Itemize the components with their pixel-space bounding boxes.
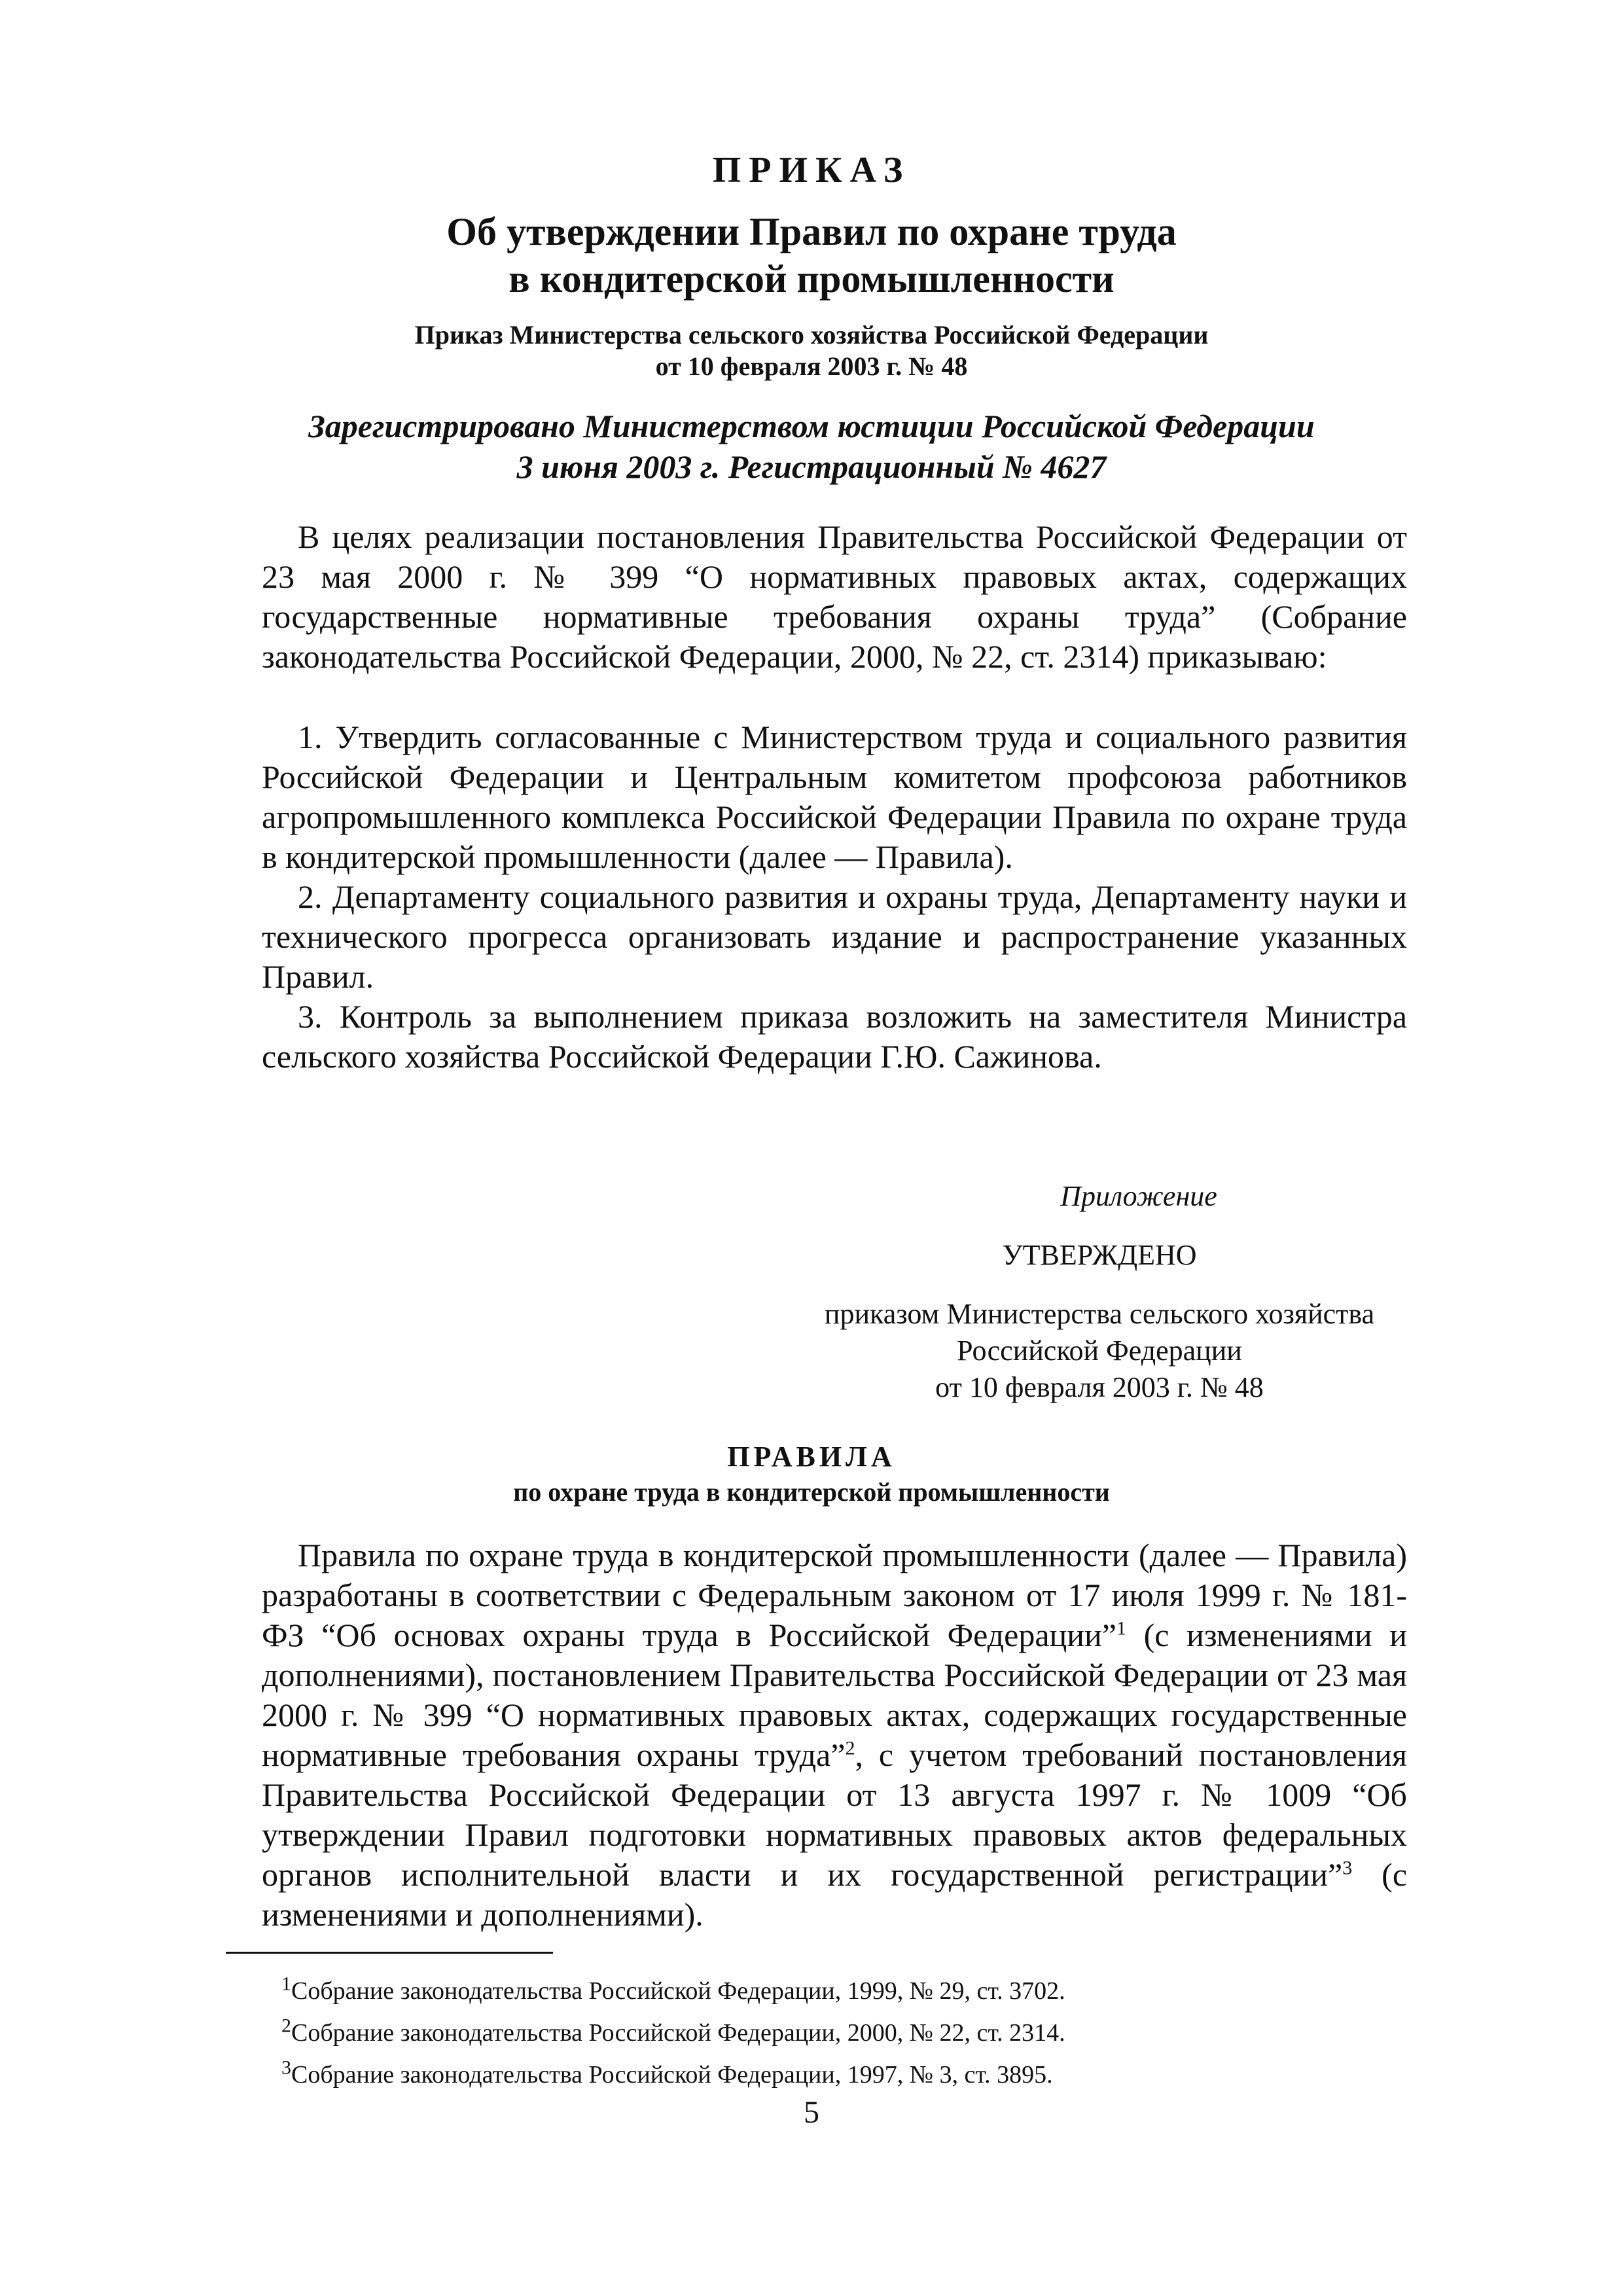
order-item-3: 3. Контроль за выполнением приказа возложить на заместителя Министра сельского хозяйства Российской Федерации Г.Ю. Сажинова. xyxy=(262,998,1407,1075)
registration-note xyxy=(0,406,1623,487)
order-title-line2: в кондитерской промышленности xyxy=(508,257,1115,300)
order-title xyxy=(0,208,1623,302)
order-title-line1: Об утверждении Правил по охране труда xyxy=(446,210,1177,253)
footnote-3 xyxy=(281,2054,1459,2096)
approved-by-line3: от 10 февраля 2003 г. № 48 xyxy=(935,1371,1264,1403)
rules-subtitle: по охране труда в кондитерской промышленности xyxy=(513,1477,1110,1507)
footnote-text: Собрание законодательства Российской Федерации, 1997, № 3, ст. 3895. xyxy=(291,2061,1053,2089)
footnote-divider xyxy=(226,1952,553,1954)
footnote-number: 3 xyxy=(281,2056,291,2079)
footnote-number: 1 xyxy=(281,1973,291,1995)
footnote-number: 2 xyxy=(281,2015,291,2037)
footnote-ref-2: 2 xyxy=(845,1737,855,1759)
footnote-ref-1: 1 xyxy=(1116,1617,1126,1640)
rules-text-part3: , с учетом требований постановления Правительства Российской Федерации от 13 августа 1997 г. № 1009 “Об утверждении Правил подготовки нормативных правовых актов федеральных органов исполнительной власти и их государственной регистрации” xyxy=(262,1736,1407,1893)
rules-intro xyxy=(262,1535,1407,1935)
approved-by-line2: Российской Федерации xyxy=(957,1335,1242,1367)
footnote-1 xyxy=(281,1970,1459,2012)
appendix-block xyxy=(772,1178,1427,1406)
rules-paragraph xyxy=(262,1535,1407,1935)
footnote-text: Собрание законодательства Российской Федерации, 2000, № 22, ст. 2314. xyxy=(291,2019,1065,2047)
order-source-line2: от 10 февраля 2003 г. № 48 xyxy=(655,351,968,381)
order-item-1: 1. Утвердить согласованные с Министерством труда и социального развития Российской Федерации и Центральным комитетом профсоюза работников агропромышленного комплекса Российской Федерации Правила по охране труда в кондитерской промышленности (далее — Правила). xyxy=(262,719,1407,875)
order-item-2: 2. Департаменту социального развития и охраны труда, Департаменту науки и технического прогресса организовать издание и распространение указанных Правил. xyxy=(262,878,1407,995)
footnote-ref-3: 3 xyxy=(1342,1857,1353,1879)
order-heading: ПРИКАЗ xyxy=(712,150,911,190)
rules-text-part2: (с изменениями и дополнениями), постановлением Правительства Российской Федерации от 23 мая 2000 г. № 399 “О нормативных правовых актах, содержащих государственные нормативные требования охраны труда” xyxy=(262,1617,1407,1773)
appendix-label: Приложение xyxy=(1060,1180,1217,1212)
page-number: 5 xyxy=(804,2095,819,2130)
rules-text-part1: Правила по охране труда в кондитерской промышленности (далее — Правила) разработаны в соответствии с Федеральным законом от 17 июля 1999 г. № 181-ФЗ “Об основах охраны труда в Российской Федерации” xyxy=(262,1537,1407,1653)
registration-line1: Зарегистрировано Министерством юстиции Российской Федерации xyxy=(308,408,1315,444)
footnote-text: Собрание законодательства Российской Федерации, 1999, № 29, ст. 3702. xyxy=(291,1977,1065,2005)
rules-heading: ПРАВИЛА xyxy=(727,1441,896,1473)
footnote-2 xyxy=(281,2012,1459,2054)
order-source-line1: Приказ Министерства сельского хозяйства Российской Федерации xyxy=(414,320,1209,350)
approved-by-line1: приказом Министерства сельского хозяйства xyxy=(824,1298,1375,1330)
registration-line2: 3 июня 2003 г. Регистрационный № 4627 xyxy=(516,448,1107,485)
order-source xyxy=(0,319,1623,382)
order-items xyxy=(262,717,1407,1077)
rules-text-part4: (с изменениями и дополнениями). xyxy=(262,1856,1408,1933)
approved-stamp-text: УТВЕРЖДЕНО xyxy=(1002,1239,1197,1271)
preamble-paragraph: В целях реализации постановления Правительства Российской Федерации от 23 мая 2000 г. № 399 “О нормативных правовых актах, содержащих государственные нормативные требования охраны труда” (Собрание законодательства Российской Федерации, 2000, № 22, ст. 2314) приказываю: xyxy=(262,518,1407,675)
preamble xyxy=(262,517,1407,677)
footnotes xyxy=(281,1970,1459,2096)
